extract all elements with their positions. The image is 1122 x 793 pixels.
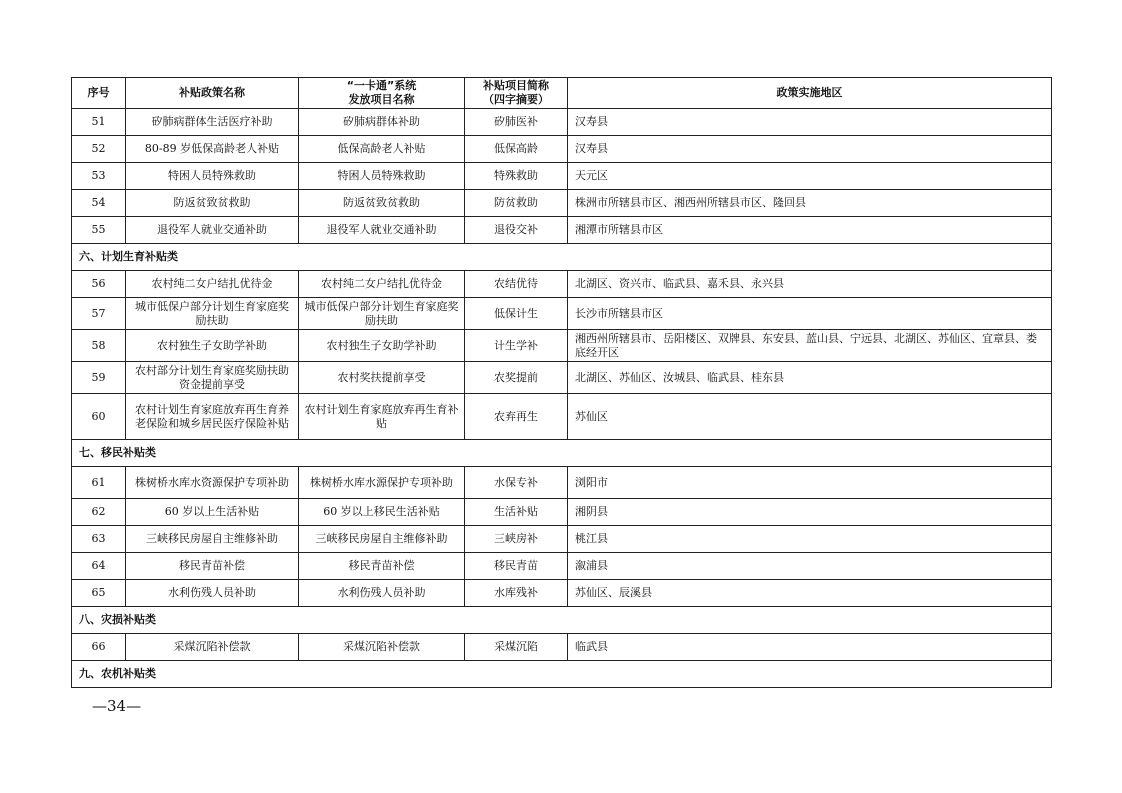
cell-policy: 采煤沉陷补偿款 — [126, 634, 299, 661]
header-abbr — [465, 78, 568, 109]
cell-policy: 防返贫致贫救助 — [126, 190, 299, 217]
cell-item: 城市低保户部分计划生育家庭奖励扶助 — [299, 298, 465, 330]
cell-abbr: 农奖提前 — [465, 362, 568, 394]
cell-policy: 农村部分计划生育家庭奖励扶助资金提前享受 — [126, 362, 299, 394]
cell-item: 农村奖扶提前享受 — [299, 362, 465, 394]
section-title-agri-machinery: 九、农机补贴类 — [72, 661, 1052, 688]
cell-region: 苏仙区、辰溪县 — [568, 580, 1052, 607]
table-row — [72, 109, 1052, 136]
cell-region: 株洲市所辖县市区、湘西州所辖县市区、隆回县 — [568, 190, 1052, 217]
header-item-line1: “一卡通”系统 — [346, 79, 417, 92]
cell-policy: 农村计划生育家庭放弃再生育养老保险和城乡居民医疗保险补贴 — [126, 394, 299, 440]
cell-abbr: 计生学补 — [465, 330, 568, 362]
cell-abbr: 生活补贴 — [465, 499, 568, 526]
cell-abbr: 退役交补 — [465, 217, 568, 244]
cell-region: 湘阴县 — [568, 499, 1052, 526]
cell-no: 55 — [72, 217, 126, 244]
cell-item: 农村独生子女助学补助 — [299, 330, 465, 362]
cell-policy: 80-89 岁低保高龄老人补贴 — [126, 136, 299, 163]
table-row — [72, 553, 1052, 580]
cell-no: 59 — [72, 362, 126, 394]
cell-policy: 农村纯二女户结扎优待金 — [126, 271, 299, 298]
table-row — [72, 634, 1052, 661]
cell-policy: 矽肺病群体生活医疗补助 — [126, 109, 299, 136]
cell-region: 北湖区、苏仙区、汝城县、临武县、桂东县 — [568, 362, 1052, 394]
section-row — [72, 607, 1052, 634]
cell-region: 浏阳市 — [568, 467, 1052, 499]
cell-region: 临武县 — [568, 634, 1052, 661]
table-row — [72, 190, 1052, 217]
cell-abbr: 农弃再生 — [465, 394, 568, 440]
cell-abbr: 农结优待 — [465, 271, 568, 298]
cell-item: 60 岁以上移民生活补贴 — [299, 499, 465, 526]
page-number: —34— — [92, 697, 142, 715]
table-row — [72, 298, 1052, 330]
cell-region: 天元区 — [568, 163, 1052, 190]
table-row — [72, 330, 1052, 362]
table-header-row — [72, 78, 1052, 109]
cell-region: 湘西州所辖县市、岳阳楼区、双牌县、东安县、蓝山县、宁远县、北湖区、苏仙区、宜章县、娄底经开区 — [568, 330, 1052, 362]
header-abbr-line2: （四字摘要） — [483, 93, 549, 106]
cell-no: 57 — [72, 298, 126, 330]
cell-region: 汉寿县 — [568, 136, 1052, 163]
cell-region: 桃江县 — [568, 526, 1052, 553]
header-policy-name: 补贴政策名称 — [126, 78, 299, 109]
table-row — [72, 136, 1052, 163]
cell-policy: 60 岁以上生活补贴 — [126, 499, 299, 526]
cell-region: 长沙市所辖县市区 — [568, 298, 1052, 330]
cell-abbr: 防贫救助 — [465, 190, 568, 217]
header-item-name — [299, 78, 465, 109]
cell-item: 水利伤残人员补助 — [299, 580, 465, 607]
cell-item: 特困人员特殊救助 — [299, 163, 465, 190]
table-row — [72, 467, 1052, 499]
header-no: 序号 — [72, 78, 126, 109]
header-region: 政策实施地区 — [568, 78, 1052, 109]
cell-item: 农村纯二女户结扎优待金 — [299, 271, 465, 298]
cell-abbr: 低保高龄 — [465, 136, 568, 163]
cell-no: 61 — [72, 467, 126, 499]
cell-policy: 移民青苗补偿 — [126, 553, 299, 580]
table-row — [72, 217, 1052, 244]
section-title-disaster: 八、灾损补贴类 — [72, 607, 1052, 634]
cell-policy: 农村独生子女助学补助 — [126, 330, 299, 362]
cell-abbr: 移民青苗 — [465, 553, 568, 580]
table-row — [72, 163, 1052, 190]
cell-item: 防返贫致贫救助 — [299, 190, 465, 217]
table-row — [72, 580, 1052, 607]
cell-no: 60 — [72, 394, 126, 440]
table-row — [72, 499, 1052, 526]
section-title-family-planning: 六、计划生育补贴类 — [72, 244, 1052, 271]
cell-abbr: 特殊救助 — [465, 163, 568, 190]
cell-policy: 退役军人就业交通补助 — [126, 217, 299, 244]
table-row — [72, 362, 1052, 394]
subsidy-table — [71, 77, 1052, 688]
header-item-line2: 发放项目名称 — [348, 93, 415, 106]
table-row — [72, 394, 1052, 440]
cell-item: 矽肺病群体补助 — [299, 109, 465, 136]
table-row — [72, 271, 1052, 298]
cell-abbr: 水库残补 — [465, 580, 568, 607]
cell-region: 汉寿县 — [568, 109, 1052, 136]
cell-item: 低保高龄老人补贴 — [299, 136, 465, 163]
cell-region: 苏仙区 — [568, 394, 1052, 440]
cell-item: 退役军人就业交通补助 — [299, 217, 465, 244]
cell-region: 北湖区、资兴市、临武县、嘉禾县、永兴县 — [568, 271, 1052, 298]
cell-no: 62 — [72, 499, 126, 526]
cell-abbr: 采煤沉陷 — [465, 634, 568, 661]
cell-policy: 特困人员特殊救助 — [126, 163, 299, 190]
cell-no: 64 — [72, 553, 126, 580]
cell-no: 53 — [72, 163, 126, 190]
cell-item: 三峡移民房屋自主维修补助 — [299, 526, 465, 553]
cell-region: 湘潭市所辖县市区 — [568, 217, 1052, 244]
cell-policy: 三峡移民房屋自主维修补助 — [126, 526, 299, 553]
section-row — [72, 244, 1052, 271]
cell-abbr: 低保计生 — [465, 298, 568, 330]
section-row — [72, 440, 1052, 467]
cell-no: 56 — [72, 271, 126, 298]
subsidy-table-container — [71, 77, 1051, 688]
cell-no: 51 — [72, 109, 126, 136]
section-row — [72, 661, 1052, 688]
cell-no: 58 — [72, 330, 126, 362]
cell-abbr: 水保专补 — [465, 467, 568, 499]
cell-no: 52 — [72, 136, 126, 163]
section-title-resettlement: 七、移民补贴类 — [72, 440, 1052, 467]
table-row — [72, 526, 1052, 553]
cell-item: 农村计划生育家庭放弃再生育补贴 — [299, 394, 465, 440]
cell-item: 采煤沉陷补偿款 — [299, 634, 465, 661]
cell-no: 66 — [72, 634, 126, 661]
cell-policy: 株树桥水库水资源保护专项补助 — [126, 467, 299, 499]
cell-no: 65 — [72, 580, 126, 607]
cell-item: 株树桥水库水源保护专项补助 — [299, 467, 465, 499]
cell-item: 移民青苗补偿 — [299, 553, 465, 580]
cell-no: 54 — [72, 190, 126, 217]
cell-policy: 水利伤残人员补助 — [126, 580, 299, 607]
cell-abbr: 矽肺医补 — [465, 109, 568, 136]
cell-region: 溆浦县 — [568, 553, 1052, 580]
header-abbr-line1: 补贴项目简称 — [483, 79, 549, 92]
cell-no: 63 — [72, 526, 126, 553]
cell-policy: 城市低保户部分计划生育家庭奖励扶助 — [126, 298, 299, 330]
cell-abbr: 三峡房补 — [465, 526, 568, 553]
